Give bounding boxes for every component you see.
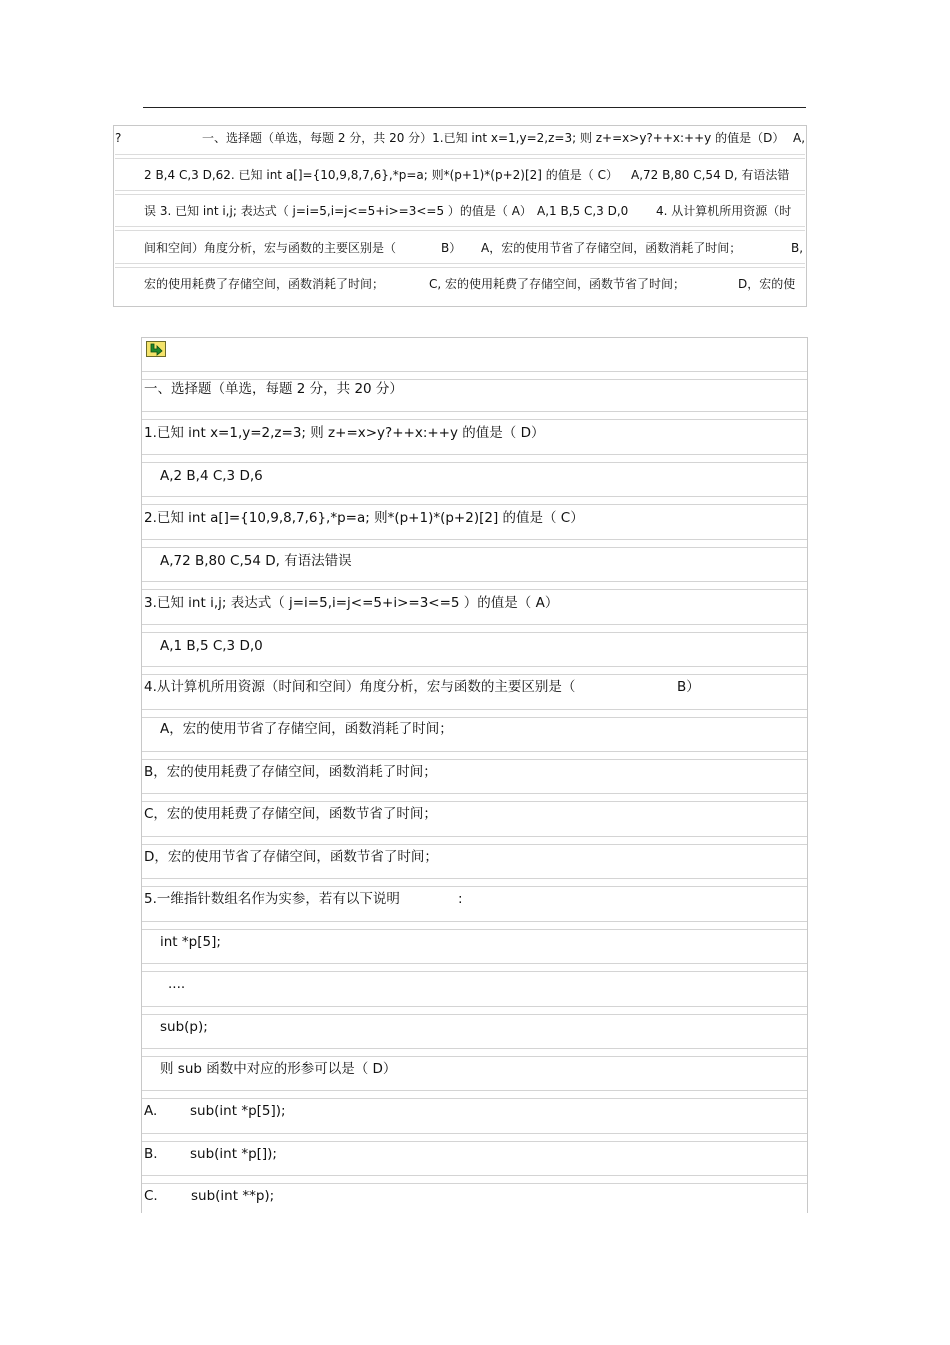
row-text: 2.已知 int a[]={10,9,8,7,6},*p=a; 则*(p+1)*(p+2)[2] 的值是（ C） <box>144 510 584 526</box>
question-row <box>142 421 807 445</box>
question-row <box>142 675 807 699</box>
row-separator <box>115 154 805 159</box>
code-row <box>142 930 807 954</box>
summary-text: B, <box>791 241 804 255</box>
row-separator <box>142 1048 807 1057</box>
row-text: 则 sub 函数中对应的形参可以是（ D） <box>160 1061 397 1077</box>
question-row <box>142 591 807 615</box>
row-text: A，宏的使用节省了存储空间，函数消耗了时间； <box>160 721 453 737</box>
top-rule <box>143 107 806 108</box>
row-separator <box>142 624 807 633</box>
summary-line <box>114 201 808 221</box>
code-row <box>142 972 807 996</box>
answer-row <box>142 634 807 658</box>
answer-row <box>142 549 807 573</box>
summary-text: B） <box>441 241 462 255</box>
row-text: C. <box>144 1188 158 1204</box>
question-row <box>142 887 807 911</box>
question-row <box>142 1057 807 1081</box>
question-row <box>142 506 807 530</box>
answer-row <box>142 802 807 826</box>
row-text: A. <box>144 1103 158 1119</box>
row-separator <box>142 921 807 930</box>
row-text: sub(p); <box>160 1019 208 1035</box>
row-separator <box>142 496 807 505</box>
summary-text: C, 宏的使用耗费了存储空间，函数节省了时间； <box>429 277 686 291</box>
answer-row <box>142 717 807 741</box>
summary-text: A, <box>793 131 806 145</box>
question-box <box>141 337 808 1213</box>
summary-text: 2 B,4 C,3 D,62. 已知 int a[]={10,9,8,7,6},*p=a; 则*(p+1)*(p+2)[2] 的值是（ C） <box>144 168 618 182</box>
row-text: B，宏的使用耗费了存储空间，函数消耗了时间； <box>144 764 437 780</box>
row-text: .... <box>168 976 186 992</box>
row-separator <box>142 836 807 845</box>
row-separator <box>142 793 807 802</box>
row-text: : <box>458 891 463 907</box>
summary-text: A,1 B,5 C,3 D,0 <box>537 204 629 218</box>
row-separator <box>142 1090 807 1099</box>
question-heading <box>142 377 807 401</box>
summary-text: 误 3. 已知 int i,j; 表达式（ j=i=5,i=j<=5+i>=3<=5 ）的值是（ A） <box>144 204 532 218</box>
answer-row <box>142 1184 807 1208</box>
row-text: sub(int *p[]); <box>190 1146 277 1162</box>
row-separator <box>142 454 807 463</box>
row-separator <box>115 190 805 195</box>
summary-text: 间和空间）角度分析，宏与函数的主要区别是（ <box>144 241 397 255</box>
row-separator <box>142 963 807 972</box>
answer-row <box>142 1099 807 1123</box>
summary-text: D，宏的使 <box>738 277 796 291</box>
row-text: sub(int *p[5]); <box>190 1103 286 1119</box>
row-text: 5.一维指针数组名作为实参，若有以下说明 <box>144 891 400 907</box>
row-text: sub(int **p); <box>191 1188 275 1204</box>
summary-line <box>114 128 808 148</box>
row-separator <box>142 666 807 675</box>
row-separator <box>142 1006 807 1015</box>
row-separator <box>142 878 807 887</box>
row-separator <box>115 263 805 268</box>
summary-text: A,72 B,80 C,54 D, 有语法错 <box>631 168 790 182</box>
summary-text: ? <box>115 131 122 145</box>
code-row <box>142 1015 807 1039</box>
summary-line <box>114 274 808 294</box>
answer-row <box>142 845 807 869</box>
row-text: D，宏的使用节省了存储空间，函数节省了时间； <box>144 849 438 865</box>
row-separator <box>142 411 807 420</box>
row-text: C，宏的使用耗费了存储空间，函数节省了时间； <box>144 806 437 822</box>
row-separator <box>142 751 807 760</box>
answer-row <box>142 464 807 488</box>
summary-text: 4. 从计算机所用资源（时 <box>656 204 792 218</box>
summary-line <box>114 238 808 258</box>
row-text: 1.已知 int x=1,y=2,z=3; 则 z+=x>y?++x:++y 的值是（ D） <box>144 425 545 441</box>
row-text: A,1 B,5 C,3 D,0 <box>160 638 263 654</box>
row-separator <box>142 1175 807 1184</box>
row-separator <box>142 1133 807 1142</box>
row-separator <box>142 539 807 548</box>
summary-box <box>113 125 807 307</box>
answer-row <box>142 760 807 784</box>
row-separator <box>142 581 807 590</box>
answer-row <box>142 1142 807 1166</box>
summary-text: A，宏的使用节省了存储空间，函数消耗了时间； <box>481 241 742 255</box>
row-text: B. <box>144 1146 158 1162</box>
summary-line <box>114 165 808 185</box>
row-text: 3.已知 int i,j; 表达式（ j=i=5,i=j<=5+i>=3<=5 ）的值是（ A） <box>144 595 559 611</box>
row-text: 一、选择题（单选，每题 2 分，共 20 分） <box>144 381 403 397</box>
row-text: A,72 B,80 C,54 D, 有语法错误 <box>160 553 352 569</box>
summary-text: 一、选择题（单选，每题 2 分，共 20 分）1.已知 int x=1,y=2,z=3; 则 z+=x>y?++x:++y 的值是（D） <box>202 131 785 145</box>
row-separator <box>115 226 805 231</box>
row-text: 4.从计算机所用资源（时间和空间）角度分析，宏与函数的主要区别是（ <box>144 679 576 695</box>
green-arrow-icon <box>146 341 166 357</box>
row-text: A,2 B,4 C,3 D,6 <box>160 468 263 484</box>
row-text: int *p[5]; <box>160 934 221 950</box>
summary-text: 宏的使用耗费了存储空间，函数消耗了时间； <box>144 277 385 291</box>
row-text: B） <box>677 679 700 695</box>
